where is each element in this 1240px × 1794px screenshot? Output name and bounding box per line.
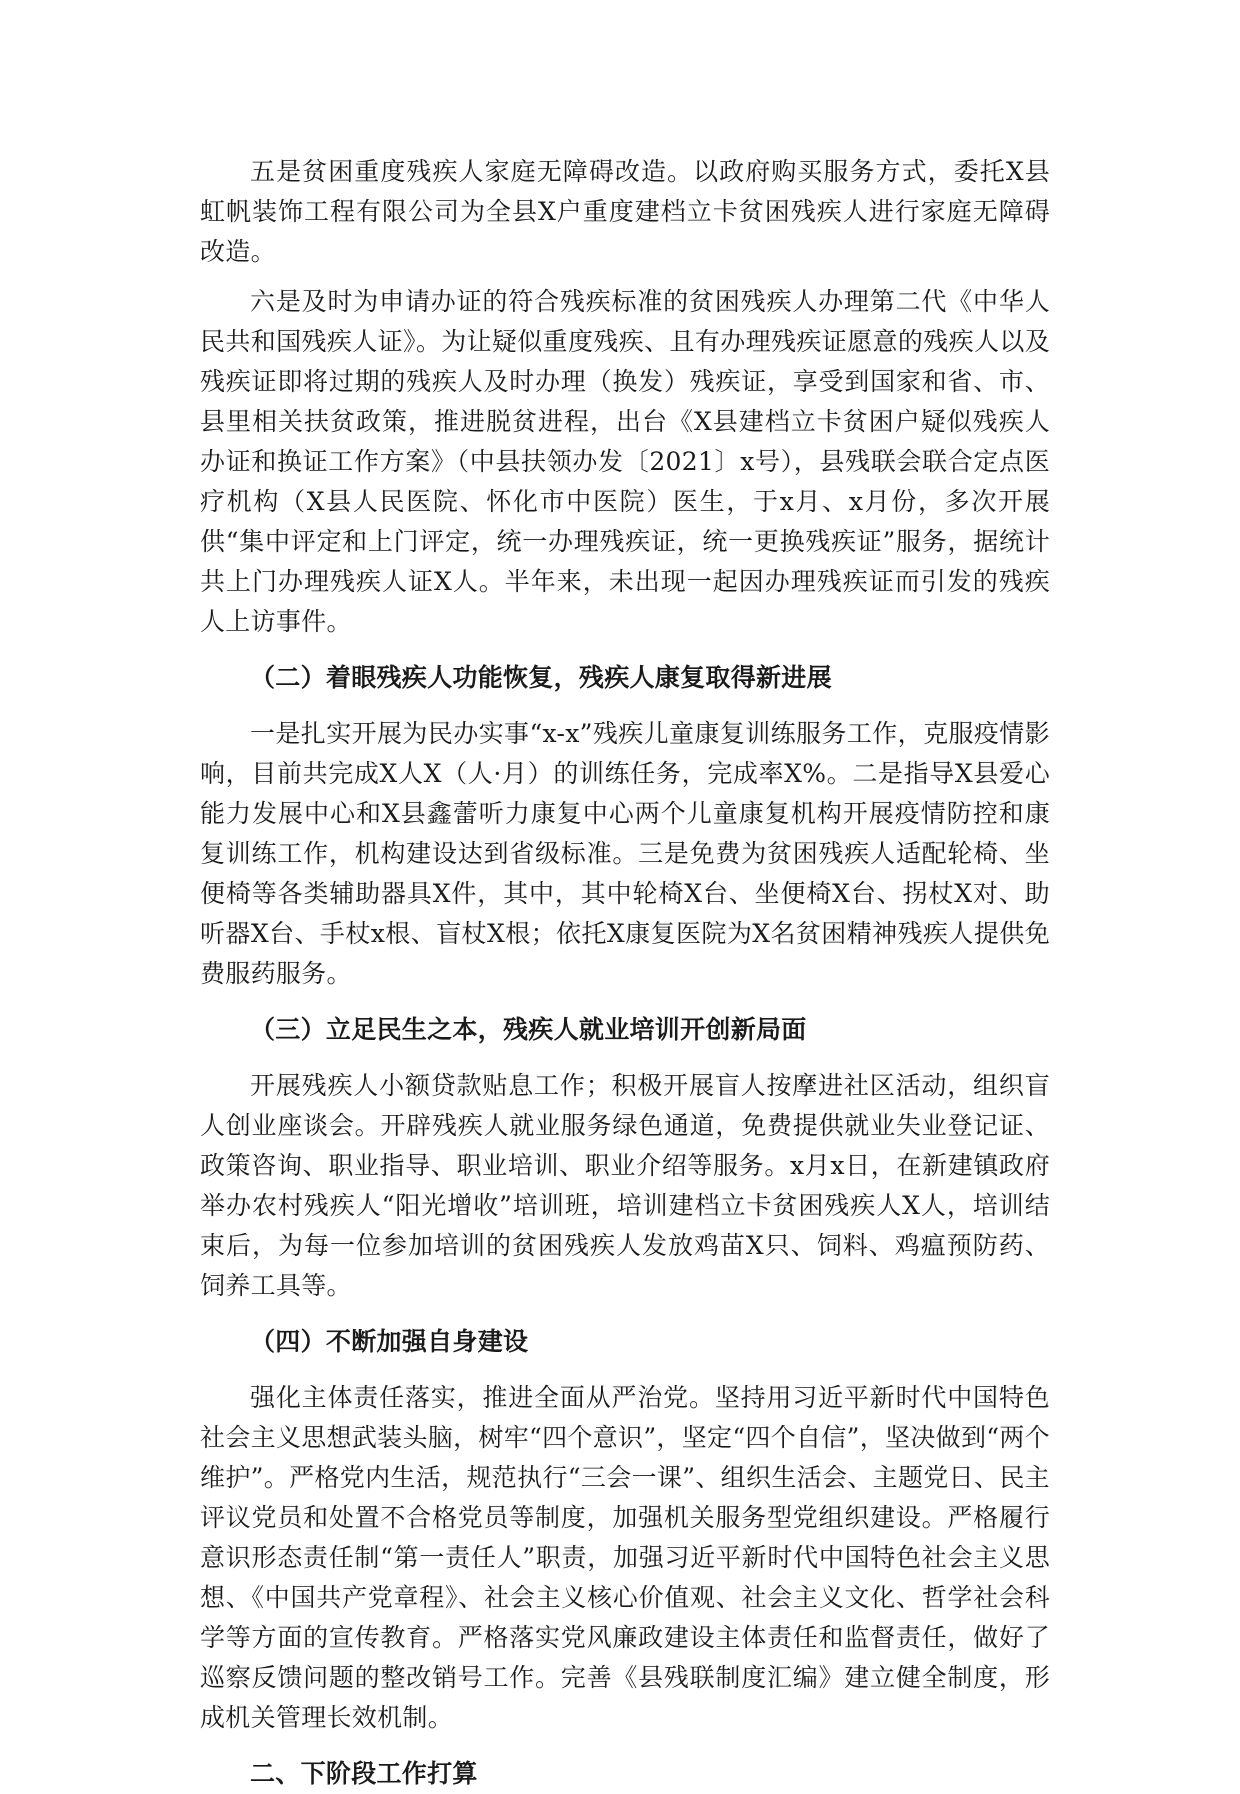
paragraph-disability-certificate: 六是及时为申请办证的符合残疾标准的贫困残疾人办理第二代《中华人民共和国残疾人证》。为让疑似重度残疾、且有办理残疾证愿意的残疾人以及残疾证即将过期的残疾人及时办理（换发）残疾证，享受到国家和省、市、县里相关扶贫政策，推进脱贫进程，出台《X县建档立卡贫困户疑似残疾人办证和换证工作方案》（中县扶领办发〔2021〕x号），县残联会联合定点医疗机构（X县人民医院、怀化市中医院）医生，于x月、x月份，多次开展供“集中评定和上门评定，统一办理残疾证，统一更换残疾证”服务，据统计共上门办理残疾人证X人。半年来，未出现一起因办理残疾证而引发的残疾人上访事件。: [200, 287, 1050, 636]
section-heading-next-steps: 二、下阶段工作打算: [250, 1759, 478, 1788]
section-heading-rehabilitation: （二）着眼残疾人功能恢复，残疾人康复取得新进展: [250, 663, 832, 692]
paragraph-self-building: 强化主体责任落实，推进全面从严治党。坚持用习近平新时代中国特色社会主义思想武装头脑，树牢“四个意识”，坚定“四个自信”，坚决做到“两个维护”。严格党内生活，规范执行“三会一课”、组织生活会、主题党日、民主评议党员和处置不合格党员等制度，加强机关服务型党组织建设。严格履行意识形态责任制“第一责任人”职责，加强习近平新时代中国特色社会主义思想、《中国共产党章程》、社会主义核心价值观、社会主义文化、哲学社会科学等方面的宣传教育。严格落实党风廉政建设主体责任和监督责任，做好了巡察反馈问题的整改销号工作。完善《县残联制度汇编》建立健全制度，形成机关管理长效机制。: [200, 1383, 1050, 1732]
section-heading-self-building: （四）不断加强自身建设: [250, 1327, 529, 1356]
document-page: [200, 152, 1050, 1794]
paragraph-rehabilitation: 一是扎实开展为民办实事“x-x”残疾儿童康复训练服务工作，克服疫情影响，目前共完成X人X（人·月）的训练任务，完成率X%。二是指导X县爱心能力发展中心和X县鑫蕾听力康复中心两个儿童康复机构开展疫情防控和康复训练工作，机构建设达到省级标准。三是免费为贫困残疾人适配轮椅、坐便椅等各类辅助器具X件，其中，其中轮椅X台、坐便椅X台、拐杖X对、助听器X台、手杖x根、盲杖X根；依托X康复医院为X名贫困精神残疾人提供免费服药服务。: [200, 719, 1050, 988]
section-heading-employment: （三）立足民生之本，残疾人就业培训开创新局面: [250, 1015, 807, 1044]
paragraph-accessibility-renovation: 五是贫困重度残疾人家庭无障碍改造。以政府购买服务方式，委托X县虹帆装饰工程有限公司为全县X户重度建档立卡贫困残疾人进行家庭无障碍改造。: [200, 157, 1050, 266]
paragraph-employment-training: 开展残疾人小额贷款贴息工作；积极开展盲人按摩进社区活动，组织盲人创业座谈会。开辟残疾人就业服务绿色通道，免费提供就业失业登记证、政策咨询、职业指导、职业培训、职业介绍等服务。x月x日，在新建镇政府举办农村残疾人“阳光增收”培训班，培训建档立卡贫困残疾人X人，培训结束后，为每一位参加培训的贫困残疾人发放鸡苗X只、饲料、鸡瘟预防药、饲养工具等。: [200, 1071, 1050, 1300]
